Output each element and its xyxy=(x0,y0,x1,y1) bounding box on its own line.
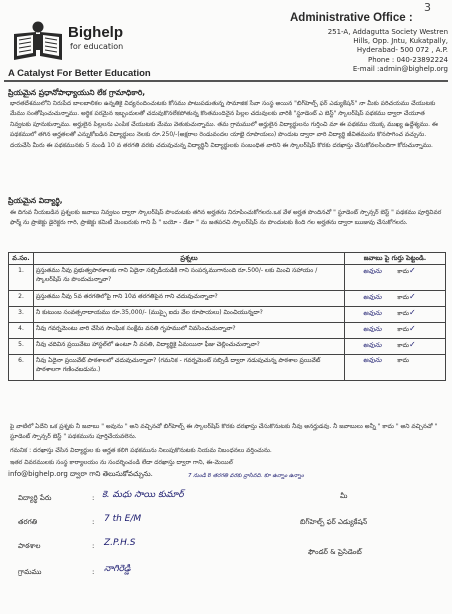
address-line: 251-A, Addagutta Society Westren xyxy=(327,28,448,36)
signature-organization: బిగ్‌హెల్ప్ ఫర్ ఎడ్యుకేషన్ xyxy=(300,518,368,526)
answer-yes: అవును xyxy=(363,293,382,301)
address-line: Hyderabad- 500 072 , A.P. xyxy=(356,46,448,55)
question-text: ప్రస్తుతము నీవు ప్రభుత్వపాఠశాలకు గాని ఏదైనా సబ్సిడీయడికి గాని సంపర్కముగానుంది రూ.500/- లకు మించి సహాయం / స్కాలర్‌షిప్ ను పొందుచున్నావా? xyxy=(34,265,345,291)
office-address xyxy=(252,28,448,74)
question-text: నీవు చదివిన ప్రయివేటు హాస్టల్‌లో ఉంటూ నీ వసతి, విద్యార్థికై ఏమయినా ఫీజు చెల్లించుచున్నావా? xyxy=(34,339,345,355)
label-class: తరగతి xyxy=(18,518,38,526)
check-mark-icon: ✓ xyxy=(408,308,416,317)
row-number: 2. xyxy=(9,291,34,307)
table-row xyxy=(9,339,446,355)
answer-no: కాదు xyxy=(397,310,409,317)
address-email: E-mail :admin@bighelp.org xyxy=(352,64,448,73)
answer-yes: అవును xyxy=(363,267,382,275)
column-header-questions: ప్రశ్నలు xyxy=(34,253,345,265)
label-village: గ్రామము xyxy=(18,568,42,576)
table-row xyxy=(9,355,446,381)
row-number: 5. xyxy=(9,339,34,355)
check-mark-icon: ✓ xyxy=(408,324,416,333)
question-text: నీవు ఏదైనా ప్రయివేట్ పాఠశాలలో చదువుచున్నావా? (గమనిక - గవర్నమెంట్ సబ్సిడీ ద్వారా నడుపుచున్న పాఠశాల ప్రయివేట్ పాఠశాలగా గణించబడును.) xyxy=(34,355,345,381)
address-line: Hills, Opp. Jntu, Kukatpally, xyxy=(353,37,448,46)
check-mark-icon: ✓ xyxy=(408,292,416,301)
row-number: 1. xyxy=(9,265,34,291)
answer-no: కాదు xyxy=(397,326,409,333)
question-text: ప్రస్తుతము నీవు 5వ తరగతిలోపై గాని 10వ తరగతిపైన గాని చదువుచున్నావా? xyxy=(34,291,345,307)
answer-yes: అవును xyxy=(363,325,382,333)
note-contact: ఇతర వివరములకు సంస్థ కార్యాలయం ను సందర్శించండి లేదా దరఖాస్తు ద్వారా గాని, ఈ-మెయిల్ xyxy=(10,459,233,466)
class-value: 7 th E/M xyxy=(104,514,142,524)
eligibility-note: పై వాటిలో ఏదేని ఒక ప్రశ్నకు నీ జవాబు " అవును " అని వచ్చినచో బిగ్‌హెల్ప్ ఈ స్కాలర్‌షిప్ కొరకు దరఖాస్తు చేసుకొనుటకు నీవు అనర్హుడవు. నీ జవాబులు అన్నీ " కాదు " అని వచ్చినచో " స్టూడెంట్ స్పాన్సర్ బెస్ట్ " పథకమును పూర్తిచేయవలెను. xyxy=(10,423,438,441)
answer-cell xyxy=(345,291,446,307)
colon: : xyxy=(92,568,95,576)
answer-cell xyxy=(345,339,446,355)
answer-cell xyxy=(345,355,446,381)
answer-no: కాదు xyxy=(397,342,409,349)
brand-name: Bighelp xyxy=(68,24,123,41)
answer-cell xyxy=(345,265,446,291)
column-header-serial: వ.సం. xyxy=(9,253,34,265)
answer-yes: అవును xyxy=(363,356,382,364)
student-salutation: ప్రియమైన విద్యార్థి, xyxy=(8,196,63,205)
answer-yes: అవును xyxy=(363,309,382,317)
instructions-paragraph: ఈ దిగువ నీయబడిన ప్రశ్నలకు జవాబు నివ్వటం ద్వారా స్కాలర్‌షిప్ పొందుటకు తగిన అర్హతను నిరూపించుకోగలరు.ఒక వేళ అర్హత పొందినచో " స్టూడెంట్ స్పాన్సర్ బెస్ట్ " పథకము పూర్తివివర ఫార్మ్ ను ప్రాజెక్టు డైరెక్టరు గారి, ప్రాజెక్టు కమిటీ మెంబరుకు గాని పీ " బయో - డేటా " ను జతపరచి స్కాలర్‌షిప్ ను పొందుటకు కింది గల అర్హతను ద్వారా ఋజువు చేసుకోగలరు. xyxy=(10,209,442,227)
question-text: నీ కుటుంబ సంవత్సరాదాయము రూ.35,000/- (ముప్ఫై ఐదు వేల రూపాయలు) మించియున్నదా? xyxy=(34,307,345,323)
contact-email-line: info@bighelp.org ద్వారా గాని తెలుసుకోవచ్చును. xyxy=(8,470,153,478)
signature-title: ఫౌండర్ & ప్రెసిడెంట్ xyxy=(308,548,362,556)
table-header-row xyxy=(9,253,446,265)
salutation: ప్రియమైన ప్రధానోపాధ్యాయుని లేక గ్రామాధికారి, xyxy=(8,88,146,97)
brand-subtitle: for education xyxy=(70,42,124,51)
colon: : xyxy=(92,494,95,502)
handwritten-note: 7 నుండి 8 తరగతి వరకు వ్రాసినది. కూ ఉన్నాం ఉన్నాం xyxy=(188,473,304,479)
intro-paragraph: భారతదేశములోని నిరుపేద బాలబాలికల ఉన్నతికై విద్యనందించుటకు కోసము పాటుపడుతున్న సామాజిక సేవా సంస్థ అయిన "బిగ్‌హెల్ప్ ఫర్ ఎడ్యుకేషన్" నా మీకు పరిచయము చేయుటకు మేము సంతోషించుచున్నాము. అర్థిక పరమైన ఇబ్బందులతో చదువుకొనలేకపోతున్న కొంతమందినైన పిల్లల చదువులకు వారికి "స్టూడెంట్ ఎ బెస్ట్" స్కాలర్‌షిప్ పథకము ద్వారా చేయూత నివ్వటకు పూనుకున్నాము. అర్హులైన పిల్లలను ఎంపిక చేయుటకు మేము వెతుకుచున్నాము. తమ గ్రామములో అర్హులైన విద్యార్థులను గుర్తించి మా ఈ పథకము యొక్క ముఖ్య ఉద్దేశ్యము. ఈ పథకములో తగిన అర్హతలతో ఎన్నుకోబడిన విద్యార్థులు నెలకు రూ.250/-(అక్షరాల రెండువందల యాభై రూపాయలు) పొందుట ద్వారా వారి విద్యార్థి జీవితమును కొనసాగించ వచ్చును. దయచేసి మీరు ఈ పథకమునకు 5 నుండి 10 వ తరగతి వరకు చదువుచున్న విద్యార్థినీ విద్యార్థులకు సంబంధిత వారిని ఈ స్కాలర్‌షిప్ కొరకు దరఖాస్తు చేసుకోవలసిందిగా కోరుచున్నాము. xyxy=(10,100,438,149)
eligibility-table xyxy=(8,252,446,381)
tagline: A Catalyst For Better Education xyxy=(8,68,151,79)
note-rules: గమనిక : దరఖాస్తు చేసిన విద్యార్థుల కు అర్హత కలిగి పథకమును నిలుపుకొనుటకు నియమ నిబంధనలు వర్తించును. xyxy=(10,447,272,454)
table-row xyxy=(9,265,446,291)
label-school: పాఠశాల xyxy=(18,542,41,550)
colon: : xyxy=(92,542,95,550)
address-phone: Phone : 040-23892224 xyxy=(367,55,448,64)
signature-salutation: మీ xyxy=(340,492,348,500)
answer-no: కాదు xyxy=(397,357,409,364)
row-number: 6. xyxy=(9,355,34,381)
column-header-answer: జవాబు పై గుర్తు పెట్టండి. xyxy=(345,253,446,265)
page-number: 3 xyxy=(424,1,431,14)
answer-cell xyxy=(345,323,446,339)
answer-yes: అవును xyxy=(363,341,382,349)
row-number: 4. xyxy=(9,323,34,339)
colon: : xyxy=(92,518,95,526)
check-mark-icon: ✓ xyxy=(408,266,416,275)
answer-cell xyxy=(345,307,446,323)
bighelp-logo xyxy=(12,20,62,64)
label-student-name: విద్యార్థి పేరు xyxy=(18,494,52,502)
question-text: నీవు గవర్నమెంటు వారి చేసిన సాంఘిక సంక్షేమ వసతి గృహములో నివసించుచున్నావా? xyxy=(34,323,345,339)
village-value: నాగిరెడ్డి xyxy=(104,564,131,574)
answer-no: కాదు xyxy=(397,294,409,301)
office-title: Administrative Office : xyxy=(290,12,413,24)
student-name-value: కె. మధు సాయి కుమార్ xyxy=(102,490,184,500)
check-mark-icon: ✓ xyxy=(408,340,416,349)
row-number: 3. xyxy=(9,307,34,323)
table-row xyxy=(9,291,446,307)
school-value: Z.P.H.S xyxy=(104,538,136,548)
header-divider xyxy=(4,80,448,82)
answer-no: కాదు xyxy=(397,268,409,275)
table-row xyxy=(9,307,446,323)
table-row xyxy=(9,323,446,339)
